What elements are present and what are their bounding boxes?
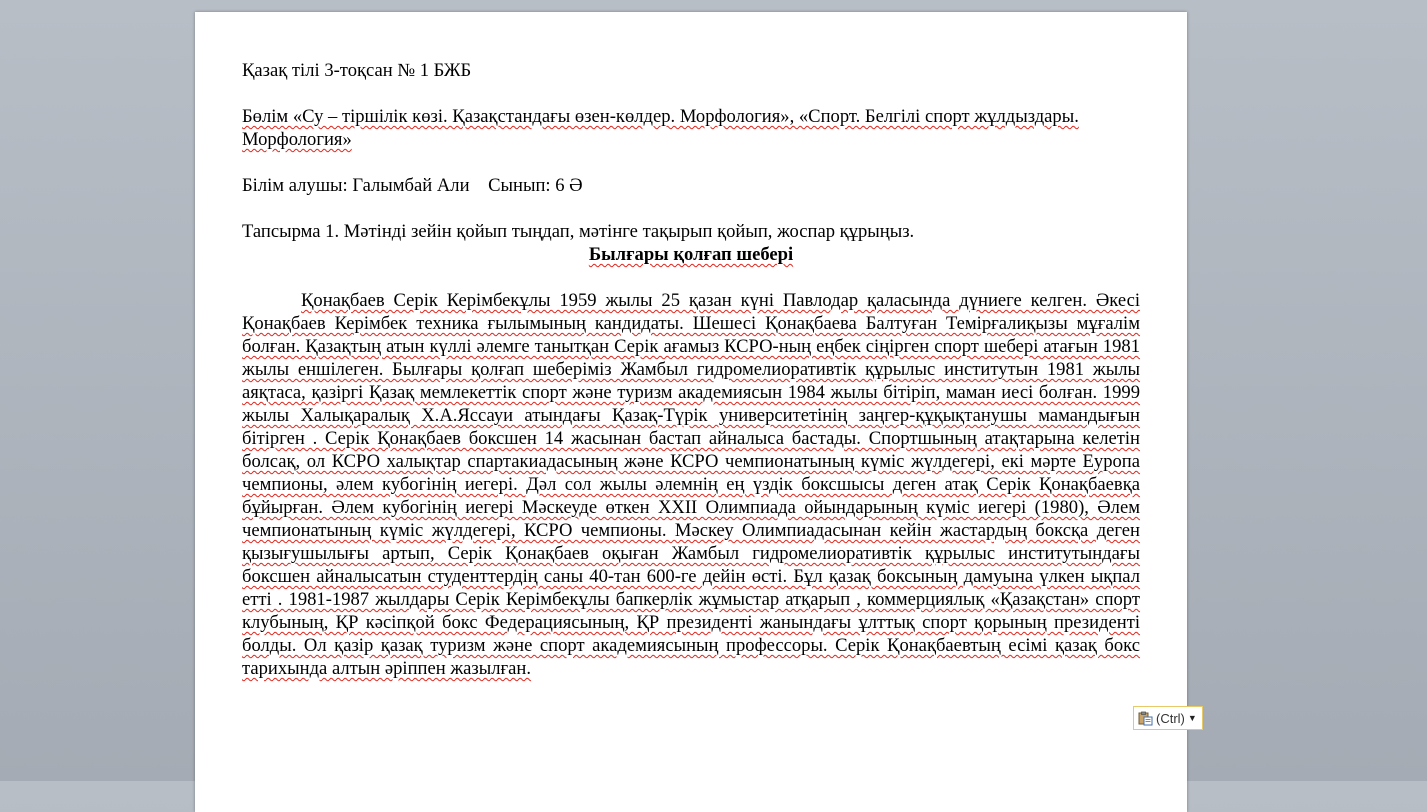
blank-line: [242, 151, 1140, 174]
blank-line: [242, 197, 1140, 220]
section-line: Бөлім «Су – тіршілік көзі. Қазақстандағы өзен-көлдер. Морфология», «Спорт. Белгілі спорт жұлдыздары. Морфология»: [242, 106, 1079, 150]
blank-line: [242, 82, 1140, 105]
document-content[interactable]: [242, 59, 1140, 680]
text-title: Былғары қолғап шебері: [588, 244, 794, 265]
document-heading: Қазақ тілі 3-тоқсан № 1 БЖБ: [242, 60, 472, 81]
chevron-down-icon[interactable]: ▼: [1187, 713, 1197, 723]
task-line: Тапсырма 1. Мәтінді зейін қойып тыңдап, мәтінге тақырып қойып, жоспар құрыңыз.: [242, 221, 915, 242]
document-page[interactable]: [195, 12, 1187, 812]
paste-options-label: (Ctrl): [1156, 710, 1185, 726]
body-text: Қонақбаев Серік Керімбекұлы 1959 жылы 25 қазан күні Павлодар қаласында дүниеге келген. Әкесі Қонақбаев Керімбек техника ғылымының кандидаты. Шешесі Қонақбаева Балтуған Темірғалиқызы мұғалім болған. Қазақтың атын күллі әлемге танытқан Серік ағамыз КСРО-ның еңбек сіңірген спорт шебері атағын 1981 жылы еншілеген. Былғары қолғап шеберіміз Жамбыл гидромелиоративтік құрылыс институтын 1981 жылы аяқтаса, қазіргі Қазақ мемлекеттік спорт және туризм академиясын 1984 жылы бітіріп, маман иесі болған. 1999 жылы Халықаралық Х.А.Яссауи атындағы Қазақ-Түрік университетінің заңгер-құқықтанушы мамандығын бітірген . Серік Қонақбаев боксшен 14 жасынан бастап айналыса бастады. Спортшының атақтарына келетін болсақ, ол КСРО халықтар спартакиадасының және КСРО чемпионатының күміс жүлдегері, екі мәрте Еуропа чемпионы, әлем кубогінің иегері. Дәл сол жылы әлемнің ең үздік боксшысы деген атақ Серік Қонақбаевқа бұйырған. Әлем кубогінің иегері Мәскеуде өткен XXII Олимпиада ойындарының күміс иегері (1980), Әлем чемпионатының күміс жүлдегері, КСРО чемпионы. Мәскеу Олимпиадасынан кейін жастардың боксқа деген қызығушылығы артып, Серік Қонақбаев оқыған Жамбыл гидромелиоративтік құрылыс институтындағы боксшен айналысатын студенттердің саны 40-тан 600-ге дейін өсті. Бұл қазақ боксының дамуына үлкен ықпал етті . 1981-1987 жылдары Серік Керімбекұлы бапкерлік жұмыстар атқарып , коммерциялық «Қазақстан» спорт клубының, ҚР кәсіпқой бокс Федерациясының, ҚР президенті жанындағы ұлттық спорт қорының президенті болды. Ол қазір қазақ туризм және спорт академиясының профессоры. Серік Қонақбаевтың есімі қазақ бокс тарихында алтын әріппен жазылған.: [242, 290, 1140, 679]
clipboard-paste-icon: [1138, 711, 1153, 726]
blank-line: [242, 266, 1140, 289]
student-line: Білім алушы: Галымбай Али Сынып: 6 Ә: [242, 175, 583, 196]
paste-options-button[interactable]: [1133, 706, 1203, 730]
body-paragraph: [242, 289, 1140, 680]
